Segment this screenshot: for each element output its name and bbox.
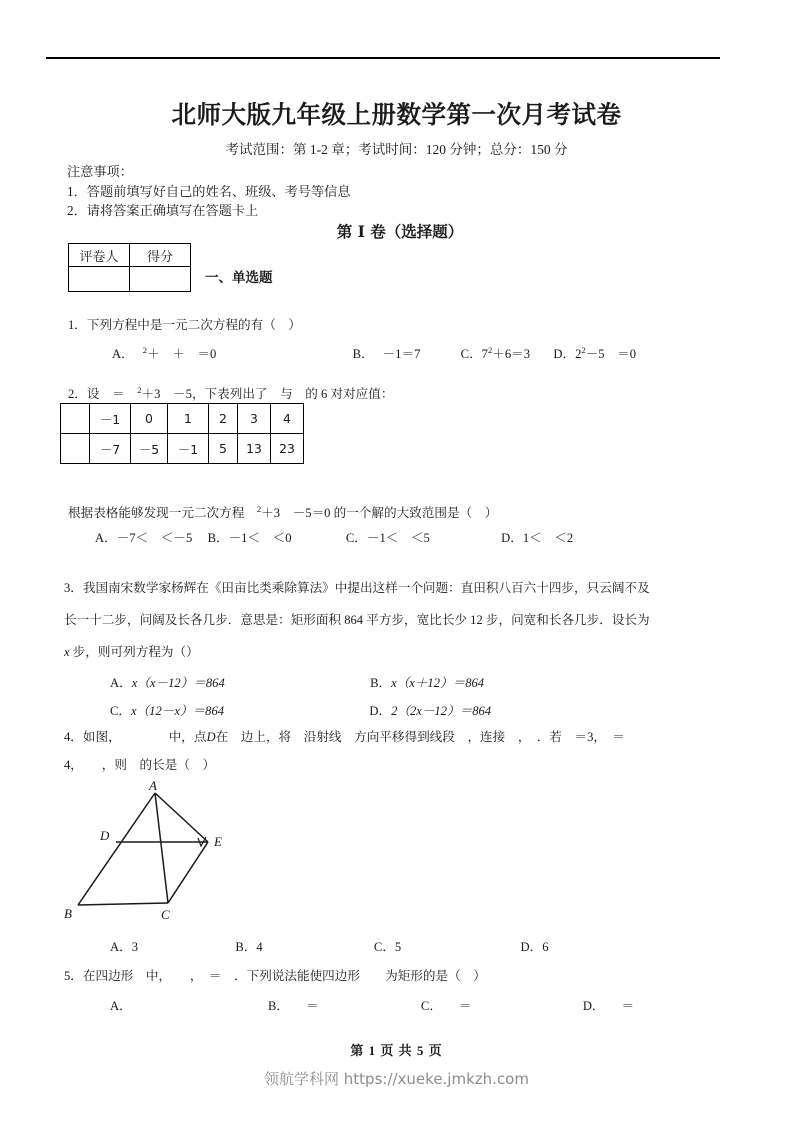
question-5-number: 5． xyxy=(64,969,83,983)
question-3-stem-line-2 xyxy=(64,611,650,629)
value-table-row2-label xyxy=(61,434,90,464)
question-4-stem-line-2 xyxy=(64,756,215,774)
question-1-option-d[interactable] xyxy=(553,343,636,362)
option-label: B． xyxy=(235,940,257,954)
figure-label-e: E xyxy=(214,834,222,849)
score-table-header-score: 得分 xyxy=(130,244,191,267)
question-3-option-b[interactable] xyxy=(370,672,484,691)
value-table-cell: 5 xyxy=(209,434,238,464)
table-row xyxy=(69,244,191,267)
question-3-options-row-1 xyxy=(110,672,484,691)
question-2-option-d[interactable] xyxy=(501,527,573,546)
option-text: 5 xyxy=(394,940,402,954)
variable-x: x xyxy=(64,645,70,659)
question-4-text-a: 如图， xyxy=(82,730,121,744)
option-label: C． xyxy=(110,704,131,718)
segment-ae xyxy=(155,793,208,842)
figure-label-c: C xyxy=(161,907,170,922)
question-2-superscript: 2 xyxy=(137,385,142,395)
question-3-text: 步，则可列方程为（） xyxy=(69,645,199,659)
juan-title: 第 I 卷（选择题） xyxy=(336,222,464,241)
option-label: A． xyxy=(112,347,134,361)
option-text: －1＜ ＜5 xyxy=(366,531,430,545)
question-4-option-b[interactable] xyxy=(235,936,262,955)
table-row xyxy=(61,434,304,464)
question-2-number: 2． xyxy=(68,387,87,402)
question-2-sub-stem xyxy=(68,500,497,522)
option-text: 6 xyxy=(542,940,549,954)
question-4-stem-line-1 xyxy=(64,728,625,746)
question-1-options xyxy=(112,343,636,362)
question-2-value-table xyxy=(60,403,304,464)
site-watermark: 领航学科网 https://xueke.jmkzh.com xyxy=(264,1070,529,1088)
score-table-cell-reviewer[interactable] xyxy=(69,267,130,292)
value-table-row1-label xyxy=(61,404,90,434)
option-label: D． xyxy=(369,704,392,718)
question-1-option-c[interactable] xyxy=(461,343,530,362)
question-5-option-b[interactable] xyxy=(268,995,319,1014)
option-label: B． xyxy=(352,347,374,361)
question-2-sub-superscript: 2 xyxy=(256,504,262,514)
question-1-stem xyxy=(68,316,301,334)
option-label: A． xyxy=(110,940,132,954)
option-label: C． xyxy=(373,940,395,954)
figure-label-b: B xyxy=(64,906,72,921)
option-superscript: 2 xyxy=(581,344,586,355)
option-label: B． xyxy=(370,676,392,690)
option-label: D． xyxy=(553,347,576,361)
question-2-text-pre: 设 ＝ xyxy=(86,387,138,402)
question-4-options xyxy=(110,936,549,955)
question-4-geometry-figure xyxy=(60,780,300,930)
option-text-pre: 2 xyxy=(575,347,582,361)
option-text: －1＝7 xyxy=(382,347,421,361)
value-table-cell: 13 xyxy=(238,434,271,464)
table-row xyxy=(69,267,191,292)
question-5-text: 在四边形 中， ， ＝ ．下列说法能使四边形 为矩形的是（ ） xyxy=(82,969,486,983)
notice-block xyxy=(67,162,351,221)
option-superscript: 2 xyxy=(487,344,493,355)
notice-heading: 注意事项： xyxy=(67,164,133,179)
page-indicator: 第 1 页 共 5 页 xyxy=(350,1043,443,1058)
value-table-cell: －7 xyxy=(90,434,131,464)
segment-ec xyxy=(168,842,208,903)
segment-ab xyxy=(78,793,155,905)
segment-bc xyxy=(78,903,168,905)
question-4-number: 4． xyxy=(64,730,83,744)
option-label: C． xyxy=(460,347,482,361)
option-label: C． xyxy=(420,999,442,1013)
option-text: －5 ＝0 xyxy=(585,347,637,361)
option-text: 3 xyxy=(131,940,138,954)
question-5-option-d[interactable] xyxy=(583,995,634,1014)
question-2-option-a[interactable] xyxy=(95,527,192,546)
option-label: C． xyxy=(345,531,367,545)
option-text: ＝ xyxy=(306,999,319,1013)
option-label: D． xyxy=(520,940,543,954)
value-table-cell: 23 xyxy=(271,434,304,464)
triangle-figure-svg xyxy=(60,780,300,930)
option-expression: x（12－x）＝864 xyxy=(131,704,225,718)
option-text: －7＜ ＜－5 xyxy=(116,531,193,545)
figure-label-a: A xyxy=(149,780,157,793)
value-table-cell: 2 xyxy=(209,404,238,434)
question-5-option-c[interactable] xyxy=(421,995,472,1014)
question-4-text: 4， ，则 的长是（ ） xyxy=(64,758,216,772)
question-4-option-c[interactable] xyxy=(374,936,401,955)
question-3-stem-line-3 xyxy=(64,643,199,661)
option-superscript: 2 xyxy=(142,344,147,355)
question-1-number: 1． xyxy=(68,318,87,332)
question-2-option-b[interactable] xyxy=(208,527,292,546)
question-2-option-c[interactable] xyxy=(346,527,430,546)
value-table-cell: 0 xyxy=(131,404,168,434)
option-label: A． xyxy=(95,531,117,545)
question-1-text: 下列方程中是一元二次方程的有（ ） xyxy=(86,318,301,332)
value-table-cell: 4 xyxy=(271,404,304,434)
exam-subtitle: 考试范围：第 1-2 章；考试时间：120 分钟；总分：150 分 xyxy=(225,142,568,157)
question-1-option-b[interactable] xyxy=(353,343,421,362)
question-4-option-a[interactable] xyxy=(110,936,138,955)
value-table-cell: －1 xyxy=(168,434,209,464)
option-expression: x（x＋12）＝864 xyxy=(391,676,485,690)
question-5-stem xyxy=(64,967,486,985)
question-5-option-a[interactable] xyxy=(110,995,132,1014)
variable-d: D xyxy=(206,730,216,744)
question-4-text-b: 中，点 xyxy=(168,730,207,744)
question-3-stem-line-1 xyxy=(64,579,650,597)
question-2-stem xyxy=(68,381,393,403)
value-table-cell: －5 xyxy=(131,434,168,464)
question-3-option-a[interactable] xyxy=(110,672,225,691)
score-table-header-reviewer: 评卷人 xyxy=(69,244,130,267)
option-text: ＋6＝3 xyxy=(492,347,531,361)
value-table-cell: 3 xyxy=(238,404,271,434)
question-2-options xyxy=(95,527,573,546)
score-table-cell-score[interactable] xyxy=(130,267,191,292)
option-label: B． xyxy=(268,999,290,1013)
option-label: A． xyxy=(110,676,132,690)
page-title: 北师大版九年级上册数学第一次月考试卷 xyxy=(171,100,622,129)
option-text: 4 xyxy=(256,940,263,954)
option-label: D． xyxy=(582,999,605,1013)
score-table xyxy=(68,243,191,292)
question-3-number: 3． xyxy=(64,581,83,595)
value-table-cell: －1 xyxy=(90,404,131,434)
option-expression: 2（2x－12）＝864 xyxy=(391,704,492,718)
option-text: ＝ xyxy=(458,999,472,1013)
question-2-sub-text-pre: 根据表格能够发现一元二次方程 xyxy=(68,506,257,521)
notice-line-2: 2．请将答案正确填写在答题卡上 xyxy=(67,203,259,218)
figure-label-d: D xyxy=(100,828,110,843)
segment-ac xyxy=(155,793,168,903)
question-3-option-c[interactable] xyxy=(110,700,224,719)
question-2-sub-text-post: ＋3 －5＝0 的一个解的大致范围是（ ） xyxy=(261,506,498,521)
value-table-cell: 1 xyxy=(168,404,209,434)
header-rule xyxy=(46,57,720,59)
question-4-text-c: 在 边上，将 沿射线 方向平移得到线段 ，连接 ， ．若 ＝3， ＝ xyxy=(215,730,625,744)
section-title-single-choice: 一、单选题 xyxy=(205,270,273,286)
option-expression: x（x－12）＝864 xyxy=(131,676,225,690)
question-2-text-post: ＋3 －5，下表列出了 与 的 6 对对应值： xyxy=(141,387,394,402)
option-label: D． xyxy=(501,531,523,545)
notice-line-1: 1．答题前填写好自己的姓名、班级、考号等信息 xyxy=(67,183,351,199)
option-text: ＋ ＋ ＝0 xyxy=(147,347,217,361)
option-text-pre: 7 xyxy=(481,347,488,361)
question-5-options xyxy=(110,995,634,1014)
option-label: B． xyxy=(207,531,229,545)
option-text: －1＜ ＜0 xyxy=(228,531,292,545)
question-3-text: 我国南宋数学家杨辉在《田亩比类乘除算法》中提出这样一个问题：直田积八百六十四步，只云阔不及 xyxy=(82,581,650,595)
question-3-options-row-2 xyxy=(110,700,491,719)
option-text: 1＜ ＜2 xyxy=(522,531,574,545)
question-1-option-a[interactable] xyxy=(112,343,216,362)
table-row xyxy=(61,404,304,434)
question-3-text: 长一十二步，问阔及长各几步．意思是：矩形面积 864 平方步，宽比长少 12 步，问宽和长各几步．设长为 xyxy=(64,613,650,627)
option-label: A． xyxy=(110,999,132,1013)
question-4-option-d[interactable] xyxy=(521,936,549,955)
question-3-option-d[interactable] xyxy=(369,700,491,719)
option-text: ＝ xyxy=(621,999,635,1013)
